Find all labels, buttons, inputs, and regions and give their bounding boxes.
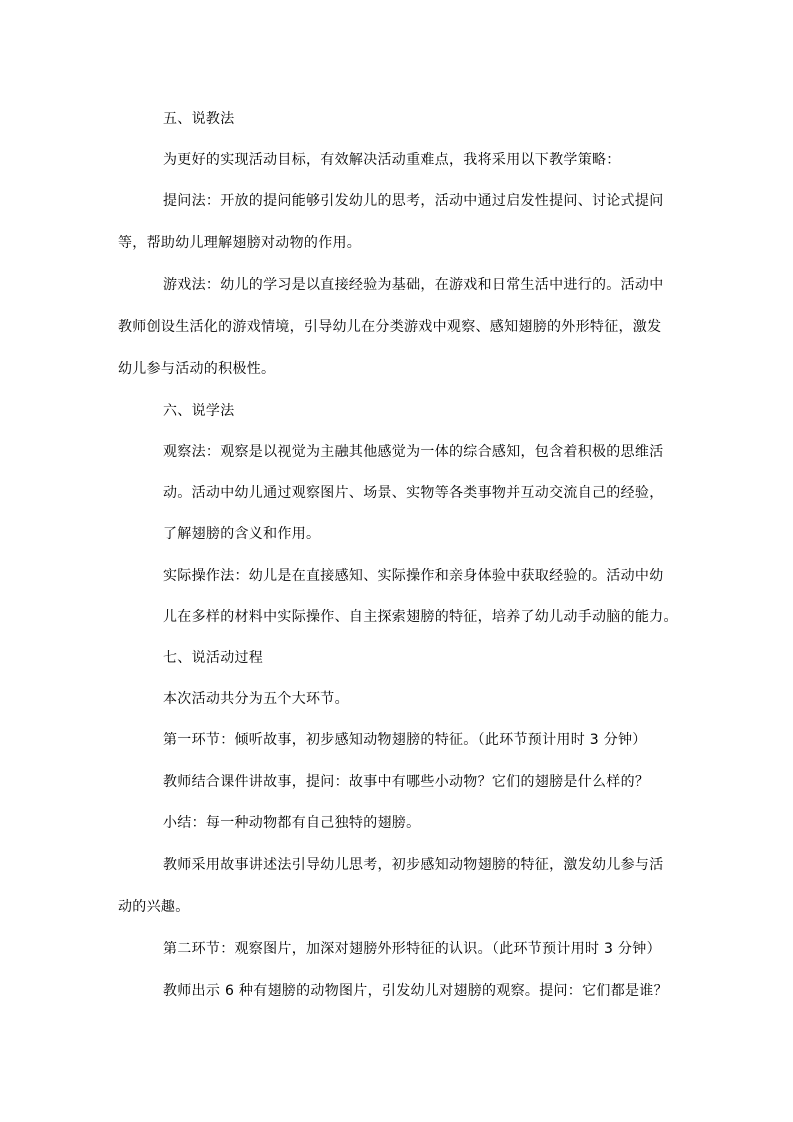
- activity-overview: 本次活动共分为五个大环节。: [163, 691, 349, 707]
- observation-method-line3: 了解翅膀的含义和作用。: [163, 526, 321, 542]
- section6-heading: 六、说学法: [163, 403, 235, 419]
- step1-title: 第一环节：倾听故事，初步感知动物翅膀的特征。（此环节预计用时 3 分钟）: [163, 732, 647, 748]
- game-method-line1: 游戏法：幼儿的学习是以直接经验为基础，在游戏和日常生活中进行的。活动中: [163, 277, 664, 293]
- practice-method-line1: 实际操作法：幼儿是在直接感知、实际操作和亲身体验中获取经验的。活动中幼: [163, 568, 664, 584]
- section5-heading: 五、说教法: [163, 111, 235, 127]
- practice-method-line2: 儿在多样的材料中实际操作、自主探索翅膀的特征，培养了幼儿动手动脑的能力。: [163, 609, 678, 625]
- step2-intro: 教师出示 6 种有翅膀的动物图片，引发幼儿对翅膀的观察。提问：它们都是谁？: [163, 983, 668, 999]
- observation-method-line1: 观察法：观察是以视觉为主融其他感觉为一体的综合感知，包含着积极的思维活: [163, 444, 664, 460]
- questioning-method-line1: 提问法：开放的提问能够引发幼儿的思考，活动中通过启发性提问、讨论式提问: [163, 193, 664, 209]
- questioning-method-line2: 等，帮助幼儿理解翅膀对动物的作用。: [118, 235, 362, 251]
- step1-method-line2: 动的兴趣。: [118, 899, 190, 915]
- observation-method-line2: 动。活动中幼儿通过观察图片、场景、实物等各类事物并互动交流自己的经验，: [163, 485, 664, 501]
- step1-question: 教师结合课件讲故事，提问：故事中有哪些小动物？它们的翅膀是什么样的？: [163, 774, 650, 790]
- game-method-line3: 幼儿参与活动的积极性。: [118, 361, 276, 377]
- step2-title: 第二环节：观察图片，加深对翅膀外形特征的认识。（此环节预计用时 3 分钟）: [163, 941, 661, 957]
- step1-method-line1: 教师采用故事讲述法引导幼儿思考，初步感知动物翅膀的特征，激发幼儿参与活: [163, 857, 664, 873]
- section7-heading: 七、说活动过程: [163, 650, 264, 666]
- game-method-line2: 教师创设生活化的游戏情境，引导幼儿在分类游戏中观察、感知翅膀的外形特征，激发: [118, 319, 662, 335]
- section5-intro: 为更好的实现活动目标，有效解决活动重难点，我将采用以下教学策略：: [163, 152, 621, 168]
- step1-summary: 小结：每一种动物都有自己独特的翅膀。: [163, 815, 421, 831]
